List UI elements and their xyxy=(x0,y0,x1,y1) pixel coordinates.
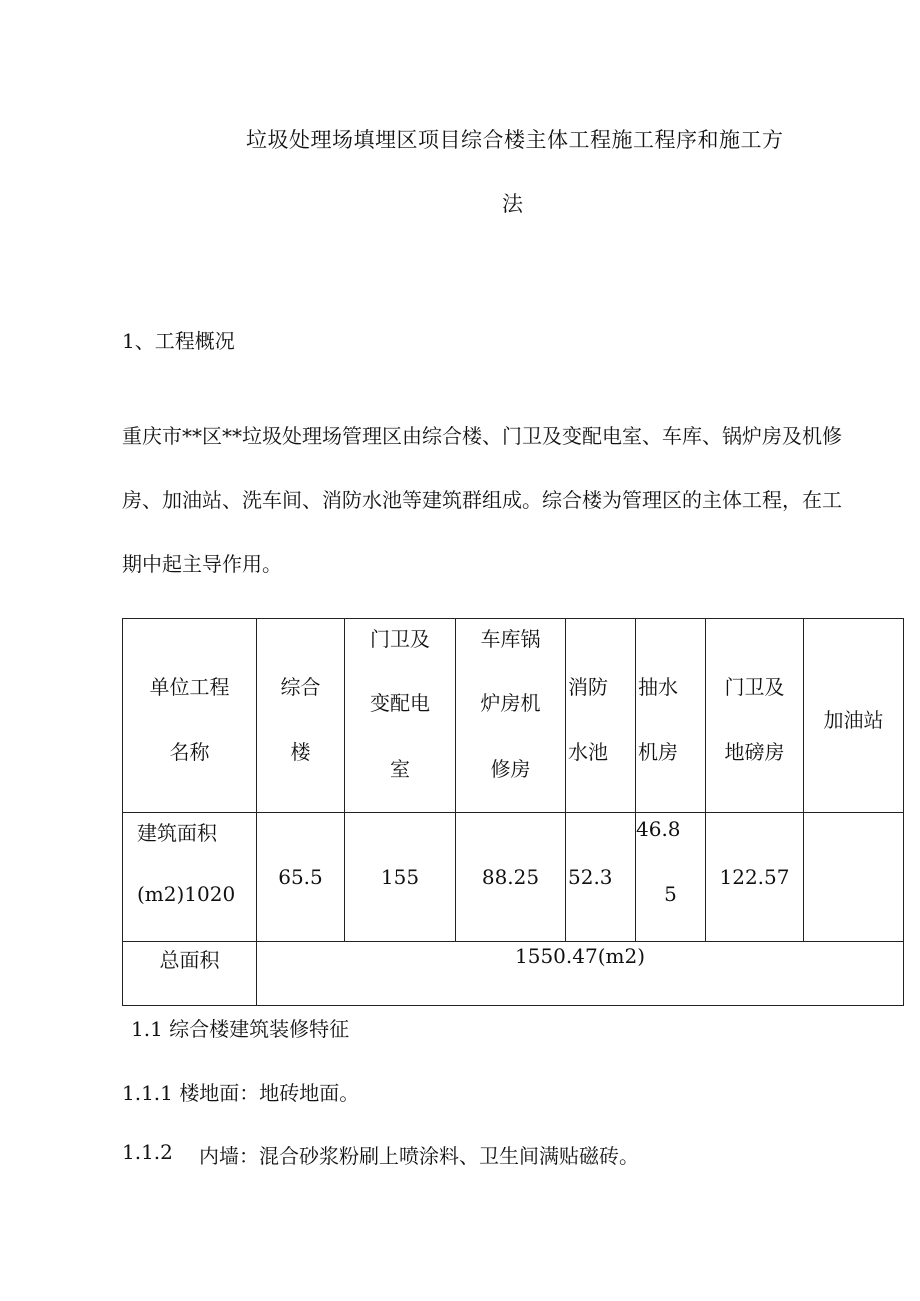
header-cell-guardroom-substation: 门卫及 变配电 室 xyxy=(345,619,456,813)
table-row-floor-area xyxy=(123,813,904,942)
header-cell-fire-pool: 消防 水池 xyxy=(566,619,636,813)
subsection-1-1: 1.1 综合楼建筑装修特征 xyxy=(131,1017,350,1041)
subsection-1-1-1: 1.1.1 楼地面：地砖地面。 xyxy=(122,1081,360,1105)
header-cell-complex: 综合 楼 xyxy=(257,619,345,813)
area-row-label: 建筑面积 (m2)1020 xyxy=(123,813,257,942)
total-row-value: 1550.47(m2) xyxy=(257,942,904,1006)
overview-paragraph-line3: 期中起主导作用。 xyxy=(122,552,282,576)
area-value-guardroom-substation: 155 xyxy=(345,813,456,942)
document-title-line2: 法 xyxy=(502,192,524,216)
header-cell-pump-room: 抽水 机房 xyxy=(636,619,706,813)
area-value-fire-pool: 52.3 xyxy=(566,813,636,942)
table-row-total-area xyxy=(123,942,904,1006)
header-cell-garage-boiler: 车库锅 炉房机 修房 xyxy=(456,619,566,813)
area-value-guardroom-weighbridge: 122.57 xyxy=(706,813,804,942)
header-cell-unit-name: 单位工程 名称 xyxy=(123,619,257,813)
area-value-complex: 65.5 xyxy=(257,813,345,942)
table-header-row xyxy=(123,619,904,813)
subsection-1-1-2-text: 内墙：混合砂浆粉刷上喷涂料、卫生间满贴磁砖。 xyxy=(199,1144,639,1168)
total-row-label: 总面积 xyxy=(123,942,257,1006)
area-value-garage-boiler: 88.25 xyxy=(456,813,566,942)
subsection-1-1-2-number: 1.1.2 xyxy=(122,1140,173,1164)
project-area-table xyxy=(122,618,904,1006)
header-cell-gas-station: 加油站 xyxy=(804,619,904,813)
header-cell-guardroom-weighbridge: 门卫及 地磅房 xyxy=(706,619,804,813)
document-title-line1: 垃圾处理场填埋区项目综合楼主体工程施工程序和施工方 xyxy=(246,128,784,152)
area-value-pump-room: 46.8 5 xyxy=(636,813,706,942)
section-heading: 1、工程概况 xyxy=(122,329,235,353)
overview-paragraph-line1: 重庆市**区**垃圾处理场管理区由综合楼、门卫及变配电室、车库、锅炉房及机修 xyxy=(122,424,842,448)
area-value-gas-station xyxy=(804,813,904,942)
overview-paragraph-line2: 房、加油站、洗车间、消防水池等建筑群组成。综合楼为管理区的主体工程，在工 xyxy=(122,488,842,512)
